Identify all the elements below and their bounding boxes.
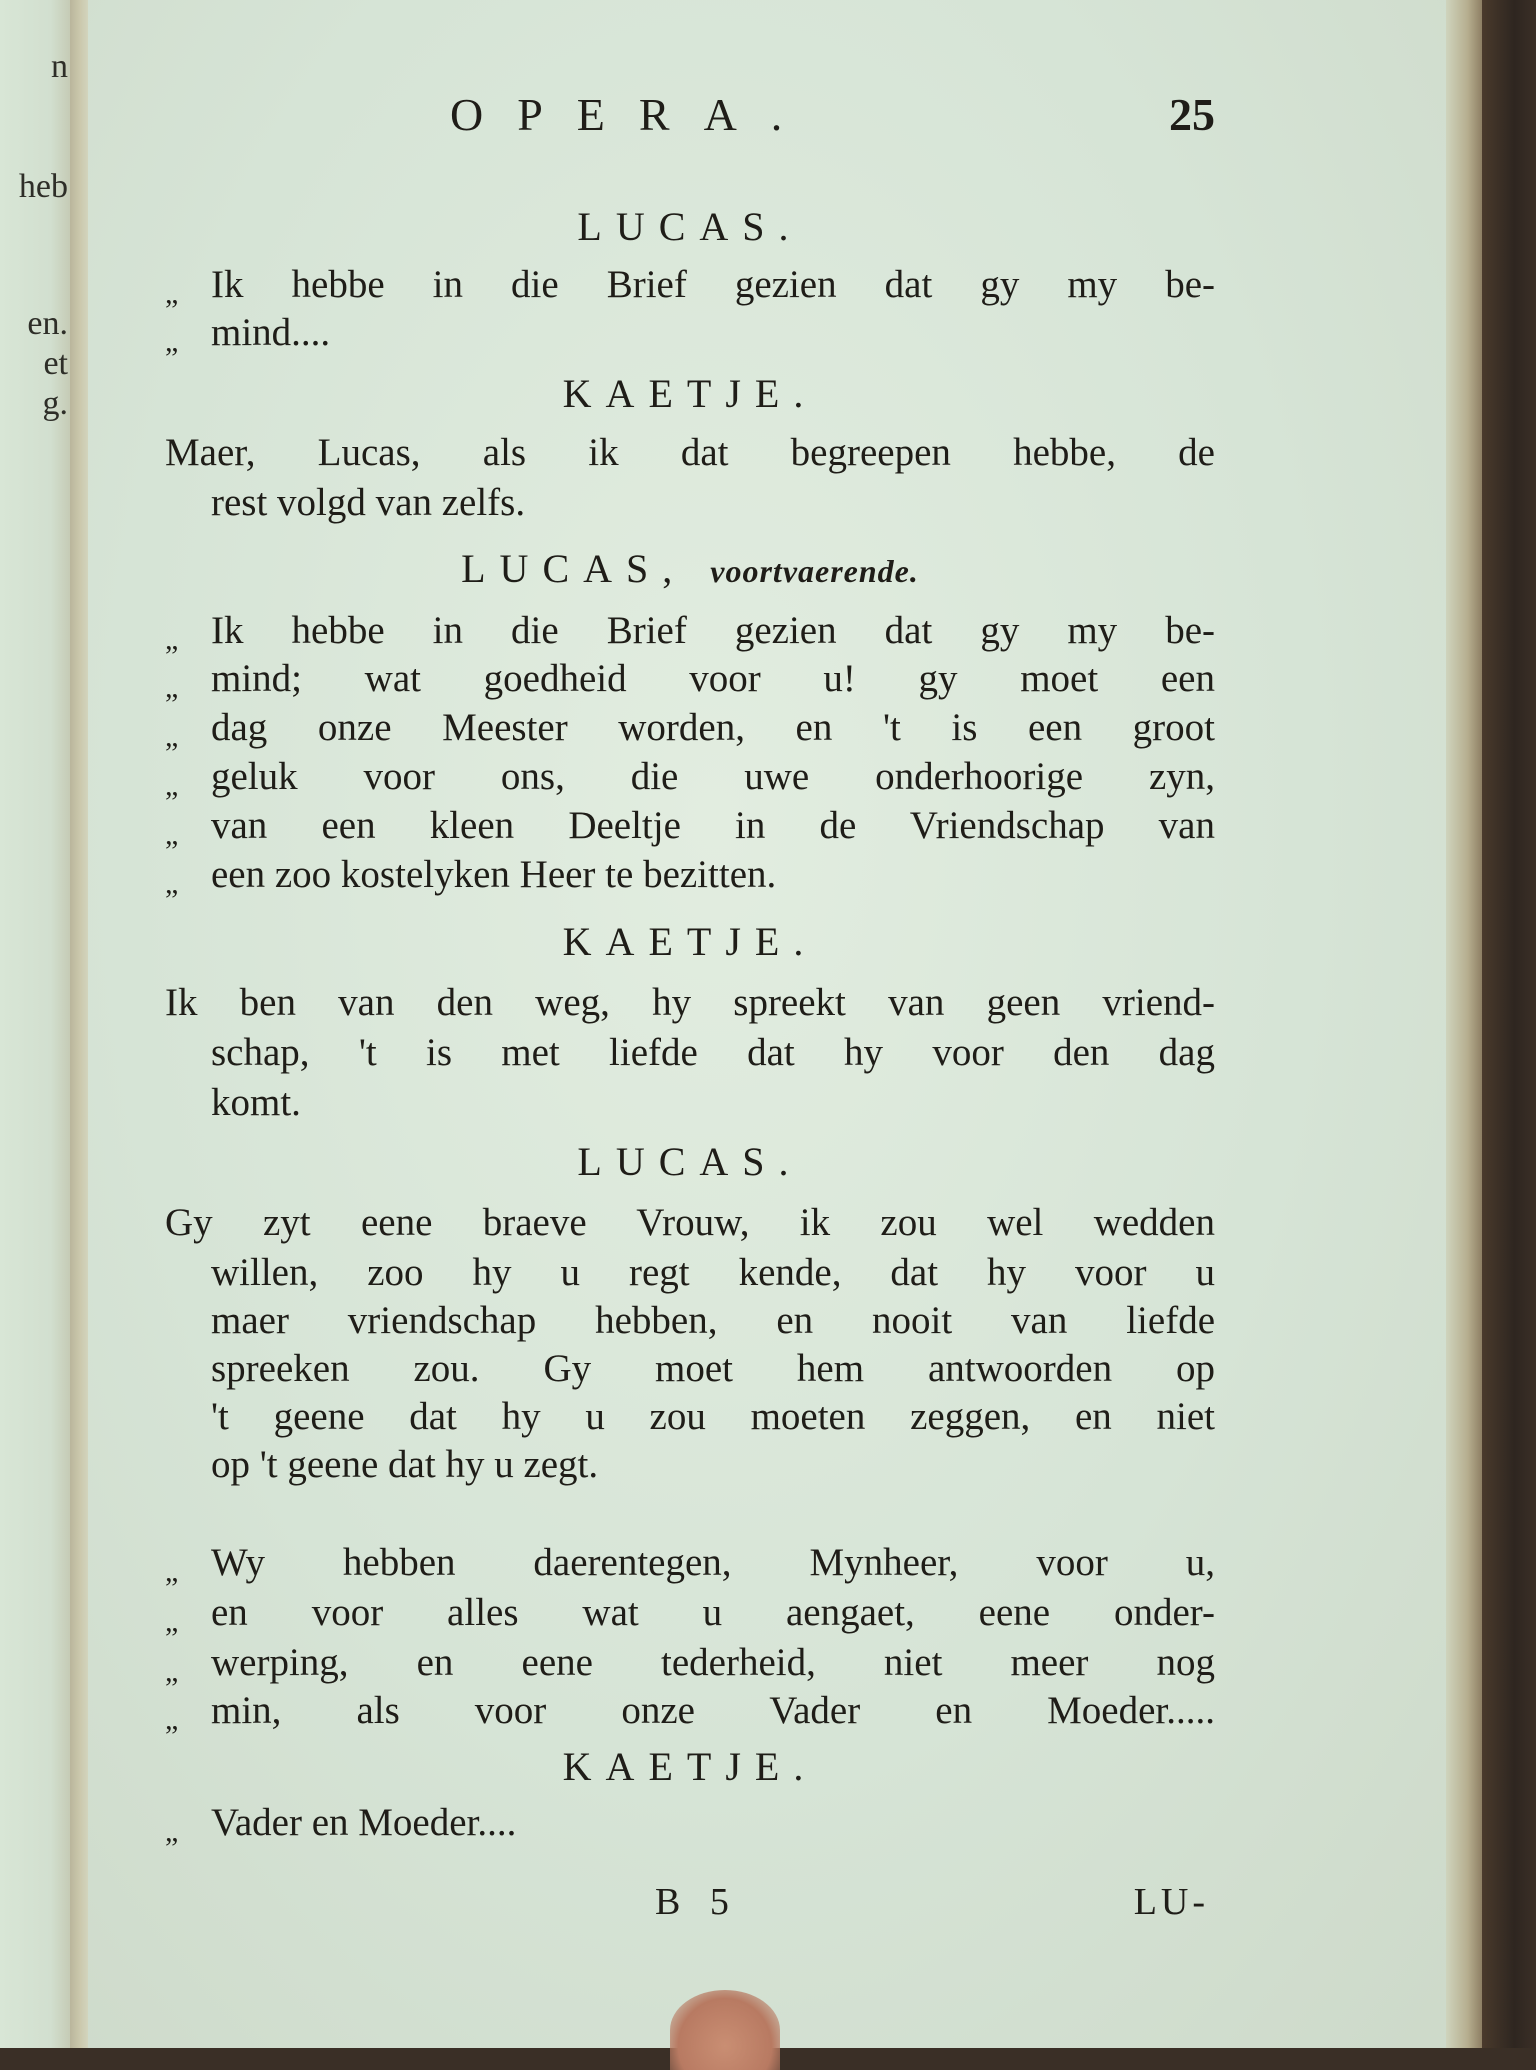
text-line <box>165 1298 1215 1344</box>
catchword: LU- <box>1133 1881 1209 1923</box>
line-text: 't geene dat hy u zou moeten zeggen, en niet <box>211 1395 1215 1438</box>
line-text: een zoo kostelyken Heer te bezitten. <box>211 853 777 896</box>
facing-page-fragment: heb <box>18 168 68 205</box>
quoted-text-line <box>119 1640 1215 1695</box>
line-text: Maer, Lucas, als ik dat begreepen hebbe, de <box>165 431 1215 474</box>
quote-mark: „ <box>165 277 179 310</box>
text-line <box>165 980 1215 1026</box>
text-line <box>165 1030 1215 1076</box>
quote-mark: „ <box>165 867 179 900</box>
text-line <box>165 1394 1215 1440</box>
quote-mark: „ <box>165 325 179 358</box>
quote-mark: „ <box>165 1815 179 1848</box>
running-head <box>165 88 1215 148</box>
text-line <box>165 1250 1215 1296</box>
speaker-heading <box>165 920 1215 964</box>
quoted-text-line <box>119 656 1215 711</box>
line-text: Ik ben van den weg, hy spreekt van geen vriend- <box>165 981 1215 1024</box>
page-content <box>165 0 1215 2048</box>
finger-tip <box>670 1990 780 2070</box>
quote-mark: „ <box>165 623 179 656</box>
line-text: Wy hebben daerentegen, Mynheer, voor u, <box>211 1541 1215 1584</box>
line-text: dag onze Meester worden, en 't is een groot <box>211 706 1215 749</box>
line-text: schap, 't is met liefde dat hy voor den dag <box>211 1031 1215 1074</box>
quote-mark: „ <box>165 720 179 753</box>
text-line <box>165 1346 1215 1392</box>
quoted-text-line <box>119 803 1215 858</box>
speaker-name: LUCAS, <box>461 546 687 591</box>
page-footer <box>165 1880 1215 1930</box>
page-edge-shadow <box>1446 0 1482 2048</box>
quoted-text-line <box>119 852 1215 907</box>
line-text: op 't geene dat hy u zegt. <box>211 1443 599 1486</box>
quoted-text-line <box>165 1540 1215 1595</box>
speaker-heading <box>165 205 1215 249</box>
quoted-text-line <box>119 705 1215 760</box>
page-number: 25 <box>1169 89 1215 140</box>
quote-mark: „ <box>165 1703 179 1736</box>
quoted-text-line <box>165 262 1215 317</box>
line-text: werping, en eene tederheid, niet meer nog <box>211 1641 1215 1684</box>
book-cover-edge <box>1482 0 1536 2048</box>
line-text: rest volgd van zelfs. <box>211 481 526 524</box>
line-text: Gy zyt eene braeve Vrouw, ik zou wel wedden <box>165 1201 1215 1244</box>
line-text: en voor alles wat u aengaet, eene onder- <box>211 1591 1215 1634</box>
quote-mark: „ <box>165 769 179 802</box>
text-line <box>165 430 1215 476</box>
line-text: komt. <box>211 1081 301 1124</box>
facing-page-fragment: n <box>51 48 68 85</box>
quoted-text-line <box>165 608 1215 663</box>
line-text: maer vriendschap hebben, en nooit van liefde <box>211 1299 1215 1342</box>
line-text: Ik hebbe in die Brief gezien dat gy my be- <box>211 263 1215 306</box>
running-title: OPERA. <box>450 89 817 140</box>
text-line <box>165 1442 1215 1488</box>
speaker-name: KAETJE. <box>562 1744 818 1789</box>
speaker-name: LUCAS. <box>577 1139 803 1184</box>
quote-mark: „ <box>165 818 179 851</box>
quoted-text-line <box>119 1688 1215 1743</box>
quote-mark: „ <box>165 671 179 704</box>
line-text: mind; wat goedheid voor u! gy moet een <box>211 657 1215 700</box>
text-line <box>165 1200 1215 1246</box>
text-line <box>165 1080 1215 1126</box>
line-text: willen, zoo hy u regt kende, dat hy voor u <box>211 1251 1215 1294</box>
quoted-text-line <box>165 1800 1215 1855</box>
speaker-name: LUCAS. <box>577 204 803 249</box>
line-text: Ik hebbe in die Brief gezien dat gy my be- <box>211 609 1215 652</box>
speaker-heading <box>165 1745 1215 1789</box>
quote-mark: „ <box>165 1655 179 1688</box>
speaker-name: KAETJE. <box>562 371 818 416</box>
line-text: Vader en Moeder.... <box>211 1801 517 1844</box>
quoted-text-line <box>119 310 1215 365</box>
facing-page-fragment: et <box>43 345 68 382</box>
quoted-text-line <box>119 754 1215 809</box>
speaker-heading <box>165 547 1215 593</box>
signature-mark: B 5 <box>655 1881 739 1923</box>
speaker-heading <box>165 1140 1215 1184</box>
facing-page-edge <box>0 0 72 2048</box>
quote-mark: „ <box>165 1605 179 1638</box>
facing-page-fragment: g. <box>42 385 68 422</box>
text-line <box>165 480 1215 526</box>
speaker-heading <box>165 372 1215 416</box>
line-text: min, als voor onze Vader en Moeder..... <box>211 1689 1215 1732</box>
line-text: geluk voor ons, die uwe onderhoorige zyn, <box>211 755 1215 798</box>
speaker-name: KAETJE. <box>562 919 818 964</box>
quote-mark: „ <box>165 1555 179 1588</box>
line-text: spreeken zou. Gy moet hem antwoorden op <box>211 1347 1215 1390</box>
quoted-text-line <box>119 1590 1215 1645</box>
line-text: van een kleen Deeltje in de Vriendschap van <box>211 804 1215 847</box>
stage-direction: voortvaerende. <box>710 553 919 589</box>
facing-page-fragment: en. <box>27 305 68 342</box>
line-text: mind.... <box>211 311 331 354</box>
